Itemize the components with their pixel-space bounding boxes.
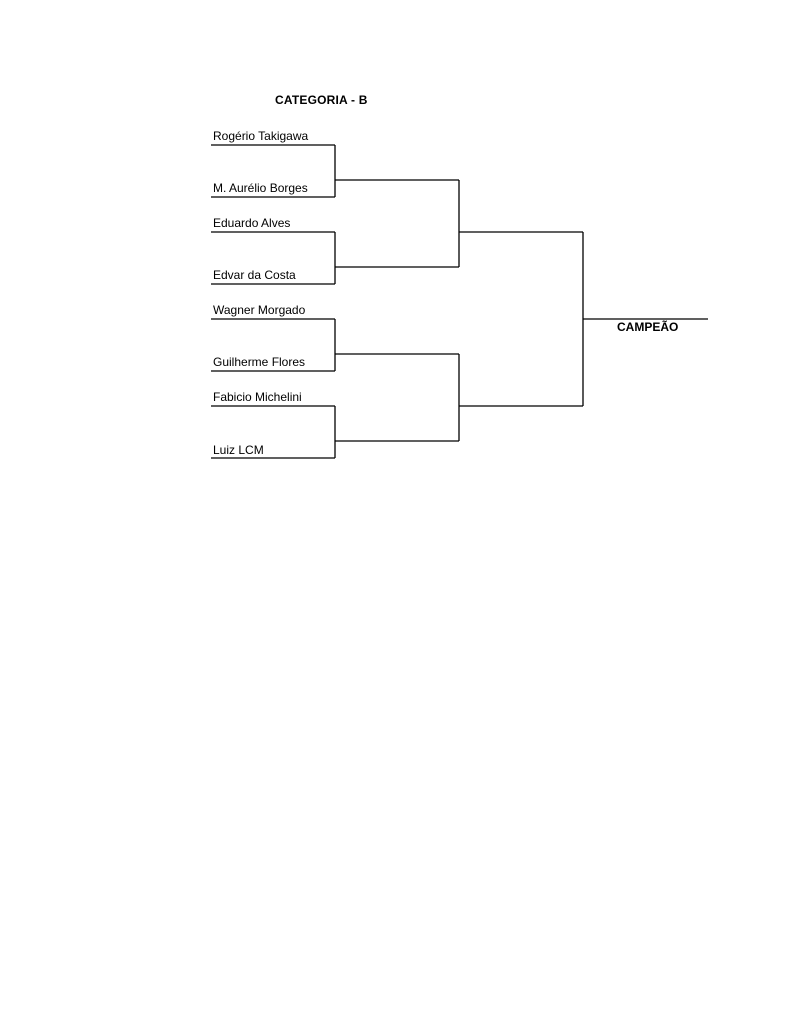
player-name-8: Luiz LCM	[213, 443, 264, 457]
player-name-7: Fabicio Michelini	[213, 390, 302, 404]
bracket-title: CATEGORIA - B	[275, 93, 368, 107]
player-name-6: Guilherme Flores	[213, 355, 306, 369]
player-name-2: M. Aurélio Borges	[213, 181, 308, 195]
player-name-4: Edvar da Costa	[213, 268, 296, 282]
player-name-1: Rogério Takigawa	[213, 129, 309, 143]
player-name-3: Eduardo Alves	[213, 216, 291, 230]
champion-label: CAMPEÃO	[617, 320, 679, 334]
player-name-5: Wagner Morgado	[213, 303, 306, 317]
